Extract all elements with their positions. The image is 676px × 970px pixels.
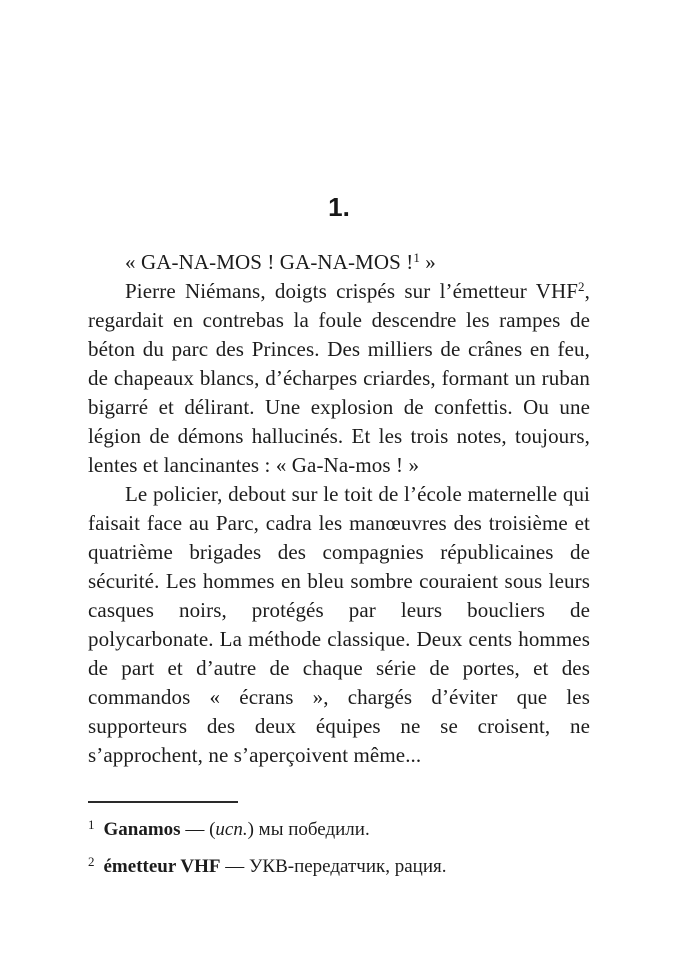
text-run: , regardait en contrebas la foule descendre les rampes de béton du parc des Princes. Des milliers de crânes en feu, de chapeaux blancs, d’écharpes criardes, formant un ruban bigarré et délirant. Une explosion de confettis. Ou une légion de démons hallucinés. Et les trois notes, toujours, lentes et lancinantes : « Ga-Na-mos ! » [88,279,590,477]
text-run: ) мы победили. [247,819,370,840]
language-label: исп. [215,819,248,840]
chapter-body-text [88,248,590,770]
text-run: » [419,250,436,274]
page-content [0,192,676,880]
text-run: — УКВ-передатчик, рация. [220,856,447,877]
text-run: « GA-NA-MOS ! GA-NA-MOS ! [125,250,414,274]
footnote [88,817,590,843]
footnotes-list [88,817,590,880]
footnote [88,854,590,880]
footnote-marker: 2 [88,854,95,870]
paragraph [88,277,590,480]
footnote-reference: 2 [578,278,585,294]
paragraph [88,248,590,277]
footnotes-section [88,801,590,880]
text-run: Le policier, debout sur le toit de l’école maternelle qui faisait face au Parc, cadra les manœuvres des troisième et quatrième brigades des compagnies républicaines de sécurité. Les hommes en bleu sombre couraient sous leurs casques noirs, protégés par leurs boucliers de polycarbonate. La méthode classique. Deux cents hommes de part et d’autre de chaque série de portes, et des commandos « écrans », chargés d’éviter que les supporteurs des deux équipes ne se croisent, ne s’approchent, ne s’aperçoivent même... [88,482,590,767]
footnote-separator [88,801,238,803]
chapter-number: 1. [328,192,350,222]
footnote-term: émetteur VHF [103,856,221,877]
text-run: — ( [180,819,216,840]
footnote-term: Ganamos [103,819,181,840]
footnote-marker: 1 [88,817,95,833]
text-run: Pierre Niémans, doigts crispés sur l’émetteur VHF [125,279,579,303]
footnote-reference: 1 [413,249,420,265]
paragraph [88,480,590,770]
